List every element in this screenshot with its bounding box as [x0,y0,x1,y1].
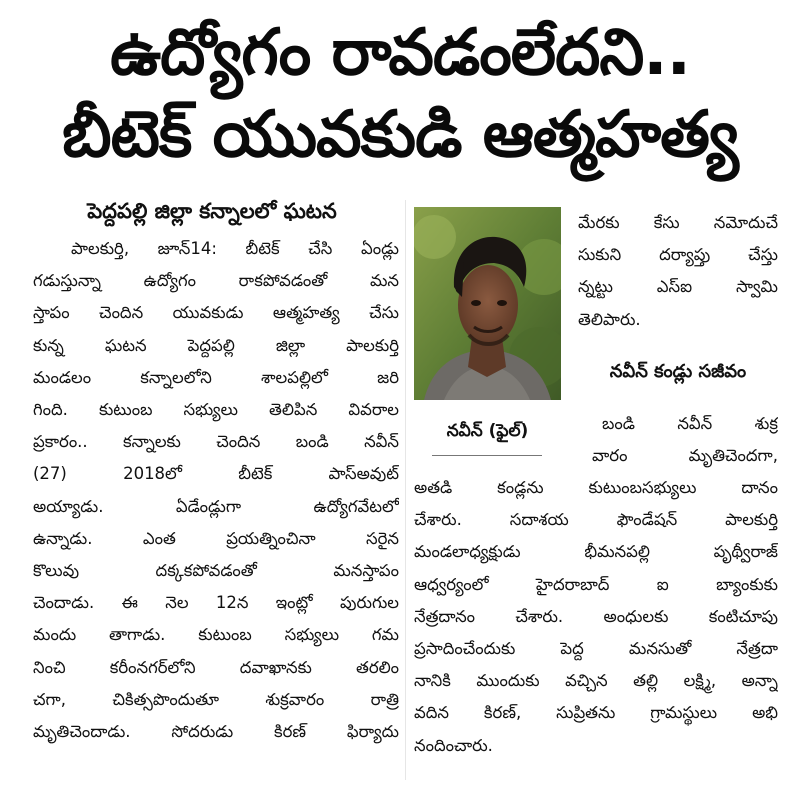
body-line: ప్రకారం.. కన్నాలకు చెందిన బండి నవీన్ [33,432,399,452]
body-line: స్తాపం చెందిన యువకుడు ఆత్మహత్య చేసు [33,303,399,323]
body-line: వారం మృతిచెందగా, [592,446,778,466]
body-line: మందు తాగాడు. కుటుంబ సభ్యులు గమ [33,625,399,645]
body-line: మృతిచెందాడు. సోదరుడు కిరణ్ ఫిర్యాదు [33,722,399,742]
right-column-wide [414,472,778,762]
headline-line-1: ఉద్యోగం రావడంలేదని.. [110,16,690,90]
subheading-2: నవీన్ కండ్లు సజీవం [609,361,747,382]
column-divider [405,200,406,780]
body-line: వదిన కిరణ్, సుప్రితను గ్రామస్థులు అభి [414,703,778,723]
right-column-top [578,207,778,336]
body-line: (27) 2018లో బీటెక్ పాస్‌అవుట్ [33,464,399,484]
body-line: తెలిపారు. [578,309,641,329]
body-line: గడుస్తున్నా ఉద్యోగం రాకపోవడంతో మన [33,271,399,291]
body-line: మేరకు కేసు నమోదుచే [578,213,778,232]
body-line: మండలాధ్యక్షుడు భీమనపల్లి పృథ్వీరాజ్ [414,542,778,562]
body-line: చగా, చికిత్సపొందుతూ శుక్రవారం రాత్రి [33,689,399,709]
body-line: ప్రసాదించేందుకు పెద్ద మనసుతో నేత్రదా [414,639,778,659]
body-line: నందించారు. [414,735,493,755]
body-line: అయ్యాడు. ఏడేండ్లుగా ఉద్యోగవేటలో [33,496,399,516]
body-line: ఆధ్వర్యంలో హైదరాబాద్ ఐ బ్యాంకుకు [414,574,778,594]
photo-caption: నవీన్ (ఫైల్) [446,421,529,441]
right-column-mid [592,408,778,472]
headline-line-2: బీటెక్ యువకుడి ఆత్మహత్య [62,98,738,172]
body-line: సుకుని దర్యాప్తు చేస్తు [578,245,778,265]
body-line: అతడి కండ్లను కుటుంబసభ్యులు దానం [414,478,778,497]
body-line: నించి కరీంనగర్‌లోని దవాఖానకు తరలిం [33,657,399,677]
body-line: కున్న ఘటన పెద్దపల్లి జిల్లా పాలకుర్తి [33,335,399,355]
body-line: చెందాడు. ఈ నెల 12న ఇంట్లో పురుగుల [33,593,399,613]
portrait-photo [414,207,561,400]
body-line: చేశారు. సదాశయ ఫౌండేషన్ పాలకుర్తి [414,510,778,530]
body-line: బండి నవీన్ శుక్ర [602,414,778,433]
left-column [33,233,399,748]
body-line: గింది. కుటుంబ సభ్యులు తెలిపిన వివరాల [33,400,399,420]
body-line: నానికి ముందుకు వచ్చిన తల్లి లక్ష్మి, అన్నా [414,671,778,691]
body-line: ఉన్నాడు. ఎంత ప్రయత్నించినా సరైన [33,528,399,548]
body-line: పాలకుర్తి, జూన్14: బీటెక్ చేసి ఏండ్లు [71,239,399,258]
subheading: పెద్దపల్లి జిల్లా కన్నాలలో ఘటన [87,199,337,223]
body-line: కొలువు దక్కకపోవడంతో మనస్తాపం [33,561,399,581]
portrait-illustration [414,207,561,400]
body-line: మండలం కన్నాలలోని శాలపల్లిలో జరి [33,367,399,387]
body-line: నేత్రదానం చేశారు. అంధులకు కంటిచూపు [414,606,778,626]
body-line: న్నట్టు ఎస్ఐ స్వామి [578,277,778,297]
caption-rule [432,455,542,456]
